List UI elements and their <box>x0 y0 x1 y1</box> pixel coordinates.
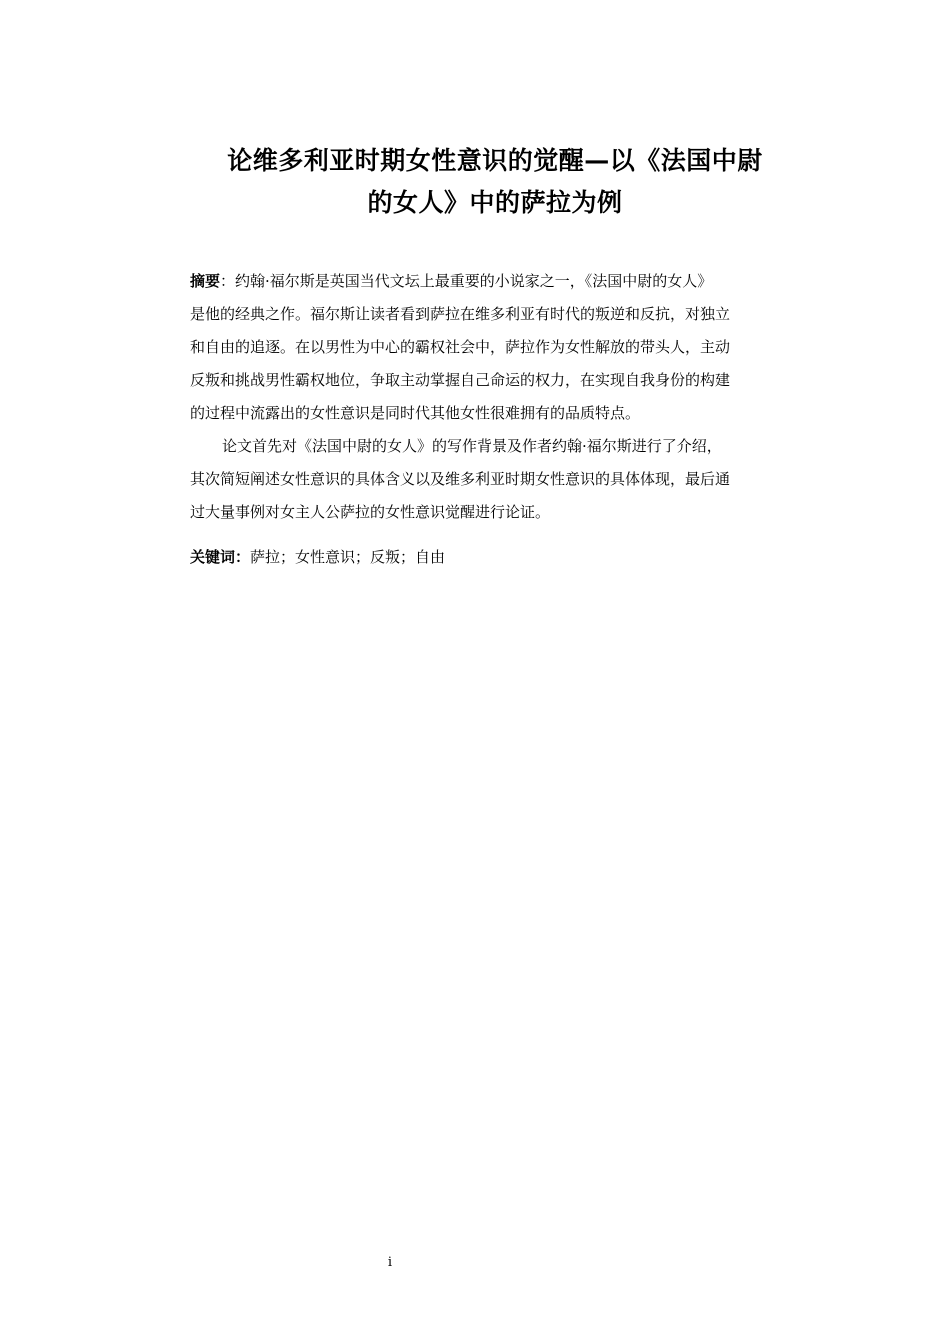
abstract-line: 过大量事例对女主人公萨拉的女性意识觉醒进行论证。 <box>190 503 551 521</box>
abstract-line: 是他的经典之作。福尔斯让读者看到萨拉在维多利亚有时代的叛逆和反抗，对独立 <box>190 305 731 323</box>
abstract-text: 约翰·福尔斯是英国当代文坛上最重要的小说家之一，《法国中尉的女人》 <box>235 272 713 290</box>
paper-title <box>150 140 840 224</box>
abstract-label: 摘要 <box>190 272 221 290</box>
keywords-section <box>190 542 810 572</box>
abstract-section <box>190 265 810 529</box>
abstract-label-colon: ： <box>220 272 236 290</box>
title-line: 的女人》中的萨拉为例 <box>367 188 623 217</box>
abstract-line: 其次简短阐述女性意识的具体含义以及维多利亚时期女性意识的具体体现，最后通 <box>190 470 731 488</box>
abstract-paragraph-1 <box>190 265 810 430</box>
abstract-line <box>190 265 810 298</box>
abstract-paragraph-2 <box>190 430 810 529</box>
page-number: i <box>387 1255 393 1270</box>
abstract-line: 和自由的追逐。在以男性为中心的霸权社会中，萨拉作为女性解放的带头人，主动 <box>190 338 731 356</box>
abstract-line: 反叛和挑战男性霸权地位，争取主动掌握自己命运的权力，在实现自我身份的构建 <box>190 371 731 389</box>
abstract-line: 的过程中流露出的女性意识是同时代其他女性很难拥有的品质特点。 <box>190 404 641 422</box>
abstract-line: 论文首先对《法国中尉的女人》的写作背景及作者约翰·福尔斯进行了介绍， <box>222 437 722 455</box>
keywords-label: 关键词： <box>190 548 251 566</box>
title-line: 论维多利亚时期女性意识的觉醒—以《法国中尉 <box>227 146 763 175</box>
keywords-text: 萨拉；女性意识；反叛；自由 <box>250 548 446 566</box>
